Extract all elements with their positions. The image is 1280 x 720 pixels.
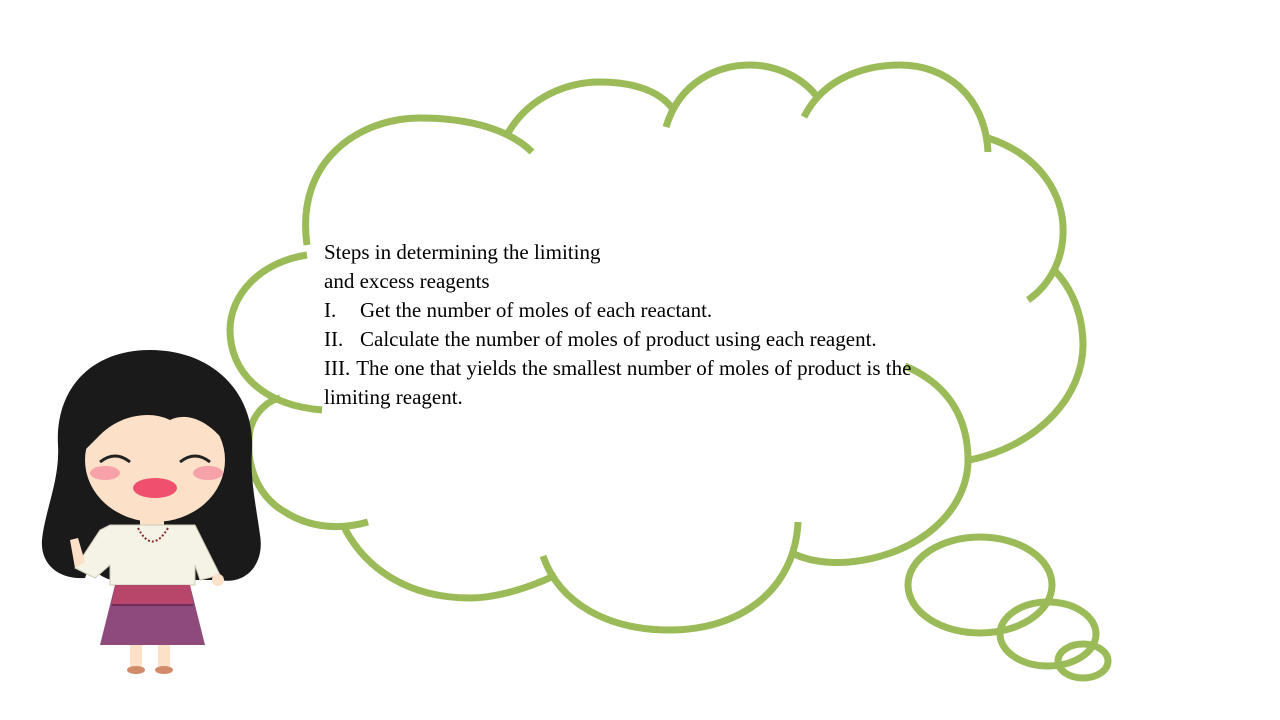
- step-3-continuation: limiting reagent.: [324, 385, 463, 409]
- text-content: [324, 238, 1024, 412]
- step-number: II.: [324, 327, 344, 351]
- step-1: [324, 296, 1024, 325]
- cartoon-girl-icon: [30, 340, 270, 680]
- slide-heading-line-2: and excess reagents: [324, 269, 490, 293]
- step-text: Calculate the number of moles of product using each reagent.: [360, 327, 877, 351]
- step-number: I.: [324, 298, 337, 322]
- slide-heading-line-1: Steps in determining the limiting: [324, 240, 601, 264]
- step-number: III.: [324, 356, 351, 380]
- step-3: [324, 354, 1024, 383]
- step-2: [324, 325, 1024, 354]
- step-text: Get the number of moles of each reactant.: [360, 298, 713, 322]
- step-text: The one that yields the smallest number of moles of product is the: [356, 356, 912, 380]
